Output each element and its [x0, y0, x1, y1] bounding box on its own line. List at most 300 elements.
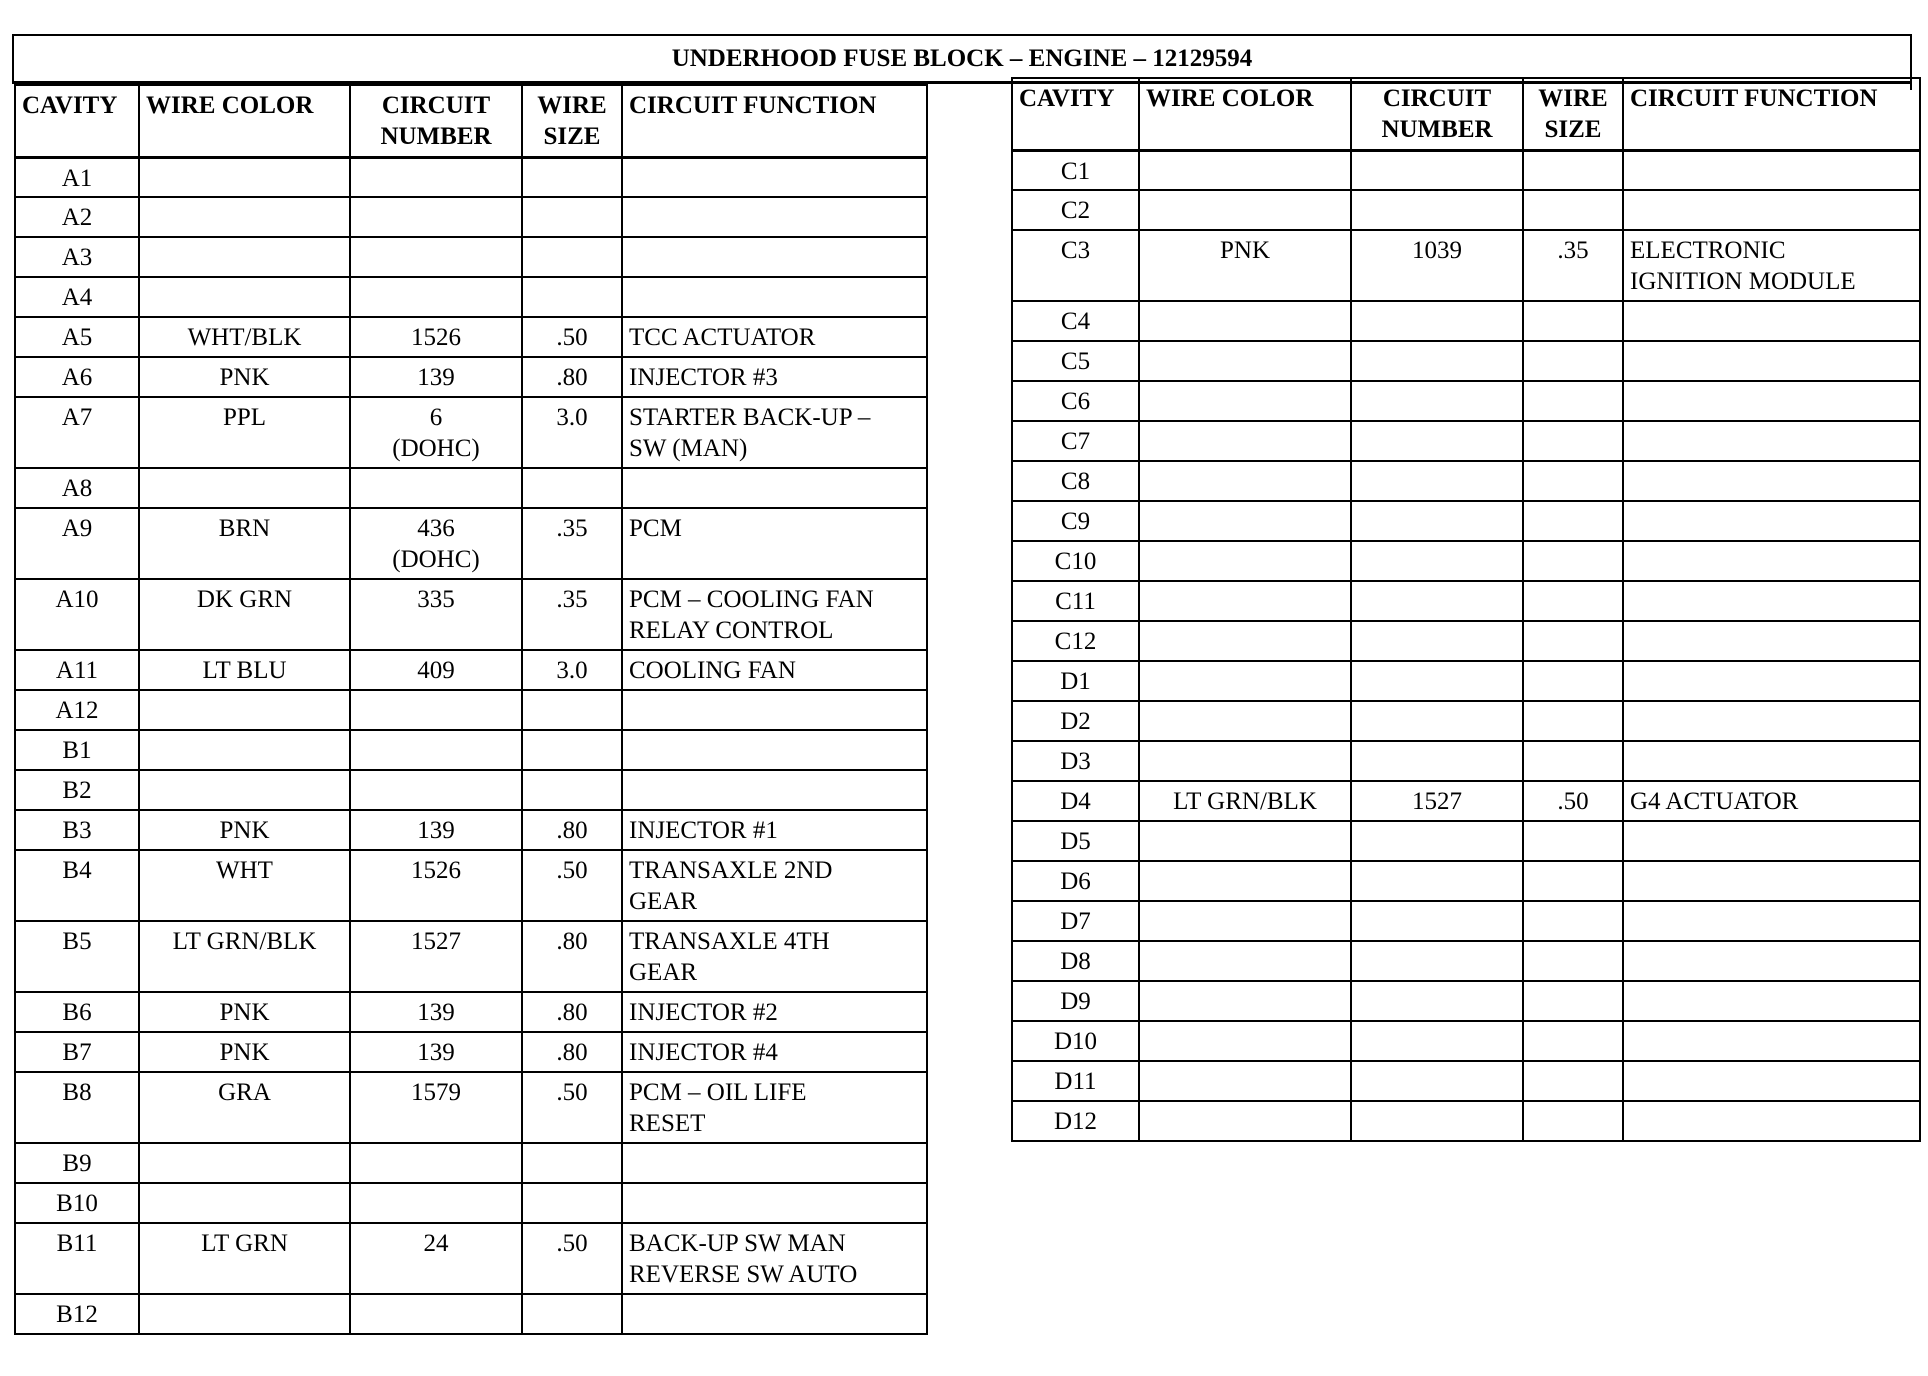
cavity-cell: A1: [15, 157, 139, 197]
table-row: [15, 197, 927, 237]
wire-color-cell: [139, 1183, 350, 1223]
circuit-function-cell: G4 ACTUATOR: [1623, 781, 1920, 821]
circuit-number-cell: [1351, 381, 1523, 421]
circuit-function-cell: [622, 730, 927, 770]
wire-size-cell: [522, 730, 622, 770]
table-row: [15, 921, 927, 992]
table-row: [15, 992, 927, 1032]
circuit-function-cell: [1623, 621, 1920, 661]
table-row: [15, 730, 927, 770]
table-row: [1012, 341, 1920, 381]
circuit-number-cell: [1351, 501, 1523, 541]
circuit-number-cell: [1351, 1061, 1523, 1101]
cavity-cell: A9: [15, 508, 139, 579]
cavity-cell: C6: [1012, 381, 1139, 421]
cavity-cell: B9: [15, 1143, 139, 1183]
table-row: [1012, 781, 1920, 821]
circuit-number-cell: [1351, 1101, 1523, 1141]
circuit-number-cell: [1351, 941, 1523, 981]
circuit-number-cell: [1351, 421, 1523, 461]
wire-color-cell: [139, 157, 350, 197]
left-cavity-table: [14, 84, 928, 1335]
wire-size-cell: 3.0: [522, 397, 622, 468]
wire-size-cell: [522, 1143, 622, 1183]
cavity-cell: C1: [1012, 150, 1139, 190]
table-row: [1012, 661, 1920, 701]
wire-color-cell: [139, 770, 350, 810]
table-row: [1012, 941, 1920, 981]
circuit-function-cell: [1623, 821, 1920, 861]
wire-size-cell: .80: [522, 992, 622, 1032]
wire-size-cell: [522, 237, 622, 277]
cavity-cell: C5: [1012, 341, 1139, 381]
circuit-function-cell: [1623, 501, 1920, 541]
wire-size-cell: [522, 197, 622, 237]
circuit-number-cell: [1351, 1021, 1523, 1061]
cavity-cell: A6: [15, 357, 139, 397]
table-row: [1012, 230, 1920, 301]
wire-size-cell: .50: [522, 850, 622, 921]
table-row: [15, 237, 927, 277]
wire-color-cell: [1139, 150, 1351, 190]
wire-color-cell: [1139, 941, 1351, 981]
cavity-cell: D1: [1012, 661, 1139, 701]
circuit-number-cell: [1351, 861, 1523, 901]
wire-color-cell: [139, 1294, 350, 1334]
cavity-cell: D9: [1012, 981, 1139, 1021]
circuit-function-cell: [1623, 541, 1920, 581]
circuit-number-cell: 409: [350, 650, 522, 690]
wire-color-cell: [1139, 621, 1351, 661]
right-table-body: [1012, 150, 1920, 1141]
circuit-function-cell: [1623, 381, 1920, 421]
wire-color-cell: LT BLU: [139, 650, 350, 690]
wire-color-cell: GRA: [139, 1072, 350, 1143]
cavity-cell: D8: [1012, 941, 1139, 981]
circuit-function-cell: INJECTOR #1: [622, 810, 927, 850]
left-table-body: [15, 157, 927, 1334]
cavity-cell: C8: [1012, 461, 1139, 501]
table-row: [15, 1143, 927, 1183]
wire-size-cell: .50: [522, 317, 622, 357]
wire-size-cell: [1523, 981, 1623, 1021]
circuit-number-cell: [1351, 190, 1523, 230]
wire-size-cell: [1523, 901, 1623, 941]
circuit-number-cell: 1527: [1351, 781, 1523, 821]
wire-color-cell: PNK: [1139, 230, 1351, 301]
circuit-number-cell: [1351, 901, 1523, 941]
cavity-cell: B4: [15, 850, 139, 921]
wire-size-cell: [522, 157, 622, 197]
circuit-function-cell: [622, 277, 927, 317]
circuit-number-cell: 1527: [350, 921, 522, 992]
wire-size-cell: .50: [1523, 781, 1623, 821]
wire-size-cell: [1523, 621, 1623, 661]
table-row: [15, 650, 927, 690]
circuit-number-cell: [350, 1294, 522, 1334]
circuit-number-cell: [350, 468, 522, 508]
wire-color-cell: [139, 197, 350, 237]
wire-size-cell: [1523, 941, 1623, 981]
circuit-number-cell: [350, 690, 522, 730]
wire-color-cell: [1139, 541, 1351, 581]
circuit-function-cell: COOLING FAN: [622, 650, 927, 690]
header-wire-size: WIRE SIZE: [522, 85, 622, 157]
wire-color-cell: [1139, 1061, 1351, 1101]
wire-color-cell: [1139, 461, 1351, 501]
circuit-function-cell: ELECTRONIC IGNITION MODULE: [1623, 230, 1920, 301]
cavity-cell: B5: [15, 921, 139, 992]
table-row: [1012, 501, 1920, 541]
circuit-number-cell: [350, 237, 522, 277]
circuit-number-cell: 6 (DOHC): [350, 397, 522, 468]
circuit-function-cell: [1623, 861, 1920, 901]
circuit-function-cell: [622, 468, 927, 508]
table-row: [15, 690, 927, 730]
table-row: [15, 1183, 927, 1223]
wire-size-cell: [1523, 1061, 1623, 1101]
circuit-number-cell: 24: [350, 1223, 522, 1294]
table-row: [15, 579, 927, 650]
wire-size-cell: [522, 1183, 622, 1223]
cavity-cell: A7: [15, 397, 139, 468]
circuit-number-cell: [350, 197, 522, 237]
circuit-function-cell: [1623, 190, 1920, 230]
cavity-cell: D2: [1012, 701, 1139, 741]
circuit-function-cell: [1623, 661, 1920, 701]
circuit-number-cell: [1351, 581, 1523, 621]
wire-color-cell: DK GRN: [139, 579, 350, 650]
table-row: [15, 1294, 927, 1334]
table-row: [1012, 190, 1920, 230]
wire-size-cell: [1523, 1101, 1623, 1141]
wire-color-cell: PNK: [139, 1032, 350, 1072]
wire-color-cell: [1139, 190, 1351, 230]
header-cavity: CAVITY: [15, 85, 139, 157]
table-row: [15, 508, 927, 579]
wire-size-cell: .80: [522, 810, 622, 850]
circuit-function-cell: INJECTOR #3: [622, 357, 927, 397]
circuit-number-cell: [350, 1183, 522, 1223]
circuit-number-cell: 1579: [350, 1072, 522, 1143]
circuit-number-cell: [350, 770, 522, 810]
wire-color-cell: [1139, 1021, 1351, 1061]
cavity-cell: B12: [15, 1294, 139, 1334]
cavity-cell: B6: [15, 992, 139, 1032]
cavity-cell: D4: [1012, 781, 1139, 821]
wire-color-cell: [1139, 501, 1351, 541]
circuit-number-cell: [1351, 621, 1523, 661]
table-row: [1012, 541, 1920, 581]
wire-color-cell: [1139, 861, 1351, 901]
wire-size-cell: [522, 690, 622, 730]
circuit-function-cell: [622, 237, 927, 277]
wire-size-cell: [1523, 421, 1623, 461]
circuit-function-cell: [622, 690, 927, 730]
cavity-cell: C9: [1012, 501, 1139, 541]
cavity-cell: B2: [15, 770, 139, 810]
wire-size-cell: [1523, 190, 1623, 230]
wire-color-cell: [139, 1143, 350, 1183]
wire-size-cell: .35: [1523, 230, 1623, 301]
wire-size-cell: .35: [522, 508, 622, 579]
table-title: UNDERHOOD FUSE BLOCK – ENGINE – 12129594: [12, 34, 1912, 84]
wire-color-cell: PNK: [139, 357, 350, 397]
table-row: [1012, 821, 1920, 861]
cavity-cell: B3: [15, 810, 139, 850]
circuit-function-cell: TRANSAXLE 2ND GEAR: [622, 850, 927, 921]
cavity-cell: A3: [15, 237, 139, 277]
header-wire-size: WIRE SIZE: [1523, 78, 1623, 150]
cavity-cell: D7: [1012, 901, 1139, 941]
table-row: [15, 157, 927, 197]
circuit-function-cell: INJECTOR #4: [622, 1032, 927, 1072]
wire-color-cell: [1139, 341, 1351, 381]
cavity-cell: C12: [1012, 621, 1139, 661]
cavity-cell: B8: [15, 1072, 139, 1143]
table-row: [15, 810, 927, 850]
circuit-number-cell: 1526: [350, 317, 522, 357]
wire-size-cell: [522, 1294, 622, 1334]
table-row: [15, 397, 927, 468]
wire-color-cell: [139, 690, 350, 730]
cavity-cell: B7: [15, 1032, 139, 1072]
cavity-cell: A12: [15, 690, 139, 730]
circuit-number-cell: [1351, 341, 1523, 381]
wire-size-cell: .50: [522, 1072, 622, 1143]
circuit-number-cell: [1351, 981, 1523, 1021]
wire-color-cell: LT GRN: [139, 1223, 350, 1294]
circuit-number-cell: [350, 157, 522, 197]
circuit-number-cell: 139: [350, 992, 522, 1032]
circuit-number-cell: 1526: [350, 850, 522, 921]
cavity-cell: B1: [15, 730, 139, 770]
wire-size-cell: [522, 277, 622, 317]
circuit-number-cell: [1351, 701, 1523, 741]
wire-color-cell: WHT: [139, 850, 350, 921]
circuit-number-cell: [1351, 541, 1523, 581]
circuit-function-cell: [1623, 981, 1920, 1021]
wire-color-cell: [1139, 661, 1351, 701]
cavity-cell: A4: [15, 277, 139, 317]
table-row: [1012, 301, 1920, 341]
table-row: [15, 1072, 927, 1143]
wire-size-cell: [1523, 301, 1623, 341]
cavity-cell: D3: [1012, 741, 1139, 781]
circuit-function-cell: BACK-UP SW MAN REVERSE SW AUTO: [622, 1223, 927, 1294]
circuit-number-cell: [1351, 461, 1523, 501]
cavity-cell: C11: [1012, 581, 1139, 621]
circuit-number-cell: 139: [350, 810, 522, 850]
wire-color-cell: WHT/BLK: [139, 317, 350, 357]
circuit-function-cell: [622, 1183, 927, 1223]
circuit-function-cell: [1623, 150, 1920, 190]
cavity-cell: A2: [15, 197, 139, 237]
circuit-number-cell: [1351, 301, 1523, 341]
header-wire-color: WIRE COLOR: [139, 85, 350, 157]
circuit-function-cell: [1623, 341, 1920, 381]
wire-color-cell: LT GRN/BLK: [1139, 781, 1351, 821]
cavity-cell: D12: [1012, 1101, 1139, 1141]
wire-color-cell: BRN: [139, 508, 350, 579]
header-circuit-number: CIRCUIT NUMBER: [350, 85, 522, 157]
wire-size-cell: [1523, 861, 1623, 901]
header-circuit-number: CIRCUIT NUMBER: [1351, 78, 1523, 150]
wire-color-cell: [139, 730, 350, 770]
wire-size-cell: [522, 770, 622, 810]
wire-color-cell: LT GRN/BLK: [139, 921, 350, 992]
cavity-cell: A8: [15, 468, 139, 508]
cavity-cell: A5: [15, 317, 139, 357]
table-row: [15, 317, 927, 357]
table-row: [1012, 901, 1920, 941]
wire-size-cell: [1523, 541, 1623, 581]
wire-size-cell: [1523, 821, 1623, 861]
table-row: [1012, 1101, 1920, 1141]
circuit-function-cell: [622, 1143, 927, 1183]
circuit-function-cell: PCM – OIL LIFE RESET: [622, 1072, 927, 1143]
header-circuit-function: CIRCUIT FUNCTION: [622, 85, 927, 157]
wire-size-cell: [1523, 501, 1623, 541]
table-row: [1012, 581, 1920, 621]
circuit-function-cell: [1623, 701, 1920, 741]
circuit-function-cell: [622, 1294, 927, 1334]
wire-color-cell: [1139, 581, 1351, 621]
wire-size-cell: .80: [522, 1032, 622, 1072]
circuit-function-cell: [1623, 901, 1920, 941]
table-row: [15, 277, 927, 317]
cavity-cell: C2: [1012, 190, 1139, 230]
wire-color-cell: PNK: [139, 992, 350, 1032]
wire-size-cell: [1523, 661, 1623, 701]
wire-size-cell: 3.0: [522, 650, 622, 690]
circuit-number-cell: 139: [350, 357, 522, 397]
table-row: [1012, 150, 1920, 190]
wire-color-cell: [1139, 1101, 1351, 1141]
cavity-cell: A10: [15, 579, 139, 650]
circuit-function-cell: STARTER BACK-UP – SW (MAN): [622, 397, 927, 468]
cavity-cell: C7: [1012, 421, 1139, 461]
wire-color-cell: [1139, 701, 1351, 741]
table-row: [1012, 701, 1920, 741]
cavity-cell: A11: [15, 650, 139, 690]
circuit-function-cell: [1623, 421, 1920, 461]
wire-size-cell: [1523, 461, 1623, 501]
circuit-number-cell: [350, 1143, 522, 1183]
wire-size-cell: .35: [522, 579, 622, 650]
table-row: [1012, 981, 1920, 1021]
circuit-function-cell: PCM: [622, 508, 927, 579]
right-cavity-table: [1011, 77, 1921, 1142]
cavity-cell: D10: [1012, 1021, 1139, 1061]
table-row: [1012, 1021, 1920, 1061]
wire-size-cell: [1523, 1021, 1623, 1061]
wire-size-cell: [1523, 701, 1623, 741]
circuit-number-cell: [1351, 821, 1523, 861]
cavity-cell: D11: [1012, 1061, 1139, 1101]
circuit-number-cell: [350, 277, 522, 317]
header-wire-color: WIRE COLOR: [1139, 78, 1351, 150]
circuit-number-cell: 436 (DOHC): [350, 508, 522, 579]
circuit-number-cell: [350, 730, 522, 770]
table-row: [1012, 621, 1920, 661]
circuit-function-cell: [1623, 581, 1920, 621]
cavity-cell: B11: [15, 1223, 139, 1294]
circuit-function-cell: [622, 197, 927, 237]
table-row: [1012, 461, 1920, 501]
table-row: [1012, 421, 1920, 461]
circuit-function-cell: [1623, 1061, 1920, 1101]
circuit-number-cell: 1039: [1351, 230, 1523, 301]
wire-color-cell: [1139, 981, 1351, 1021]
cavity-cell: D5: [1012, 821, 1139, 861]
wire-color-cell: [1139, 421, 1351, 461]
header-cavity: CAVITY: [1012, 78, 1139, 150]
wire-color-cell: [139, 277, 350, 317]
circuit-number-cell: 335: [350, 579, 522, 650]
circuit-number-cell: [1351, 741, 1523, 781]
circuit-number-cell: [1351, 661, 1523, 701]
table-row: [15, 1223, 927, 1294]
circuit-function-cell: [1623, 741, 1920, 781]
wire-size-cell: [1523, 341, 1623, 381]
table-row: [1012, 381, 1920, 421]
circuit-function-cell: [1623, 301, 1920, 341]
table-row: [15, 468, 927, 508]
circuit-function-cell: [622, 157, 927, 197]
circuit-number-cell: [1351, 150, 1523, 190]
table-row: [1012, 1061, 1920, 1101]
table-row: [1012, 741, 1920, 781]
circuit-function-cell: PCM – COOLING FAN RELAY CONTROL: [622, 579, 927, 650]
wire-size-cell: [1523, 150, 1623, 190]
table-row: [15, 357, 927, 397]
circuit-function-cell: [1623, 461, 1920, 501]
wire-color-cell: [1139, 381, 1351, 421]
wire-color-cell: [1139, 301, 1351, 341]
table-row: [1012, 861, 1920, 901]
wire-size-cell: [522, 468, 622, 508]
circuit-function-cell: INJECTOR #2: [622, 992, 927, 1032]
header-circuit-function: CIRCUIT FUNCTION: [1623, 78, 1920, 150]
wire-color-cell: PPL: [139, 397, 350, 468]
wire-color-cell: [1139, 821, 1351, 861]
circuit-number-cell: 139: [350, 1032, 522, 1072]
wire-color-cell: PNK: [139, 810, 350, 850]
circuit-function-cell: TRANSAXLE 4TH GEAR: [622, 921, 927, 992]
wire-size-cell: [1523, 741, 1623, 781]
circuit-function-cell: [622, 770, 927, 810]
circuit-function-cell: [1623, 1101, 1920, 1141]
cavity-cell: C4: [1012, 301, 1139, 341]
table-row: [15, 1032, 927, 1072]
wire-color-cell: [139, 468, 350, 508]
circuit-function-cell: [1623, 941, 1920, 981]
wire-color-cell: [1139, 901, 1351, 941]
circuit-function-cell: [1623, 1021, 1920, 1061]
table-row: [15, 770, 927, 810]
wire-size-cell: [1523, 381, 1623, 421]
circuit-function-cell: TCC ACTUATOR: [622, 317, 927, 357]
wire-size-cell: .80: [522, 357, 622, 397]
wire-size-cell: .50: [522, 1223, 622, 1294]
cavity-cell: B10: [15, 1183, 139, 1223]
cavity-cell: D6: [1012, 861, 1139, 901]
wire-color-cell: [1139, 741, 1351, 781]
cavity-cell: C10: [1012, 541, 1139, 581]
cavity-cell: C3: [1012, 230, 1139, 301]
wire-color-cell: [139, 237, 350, 277]
